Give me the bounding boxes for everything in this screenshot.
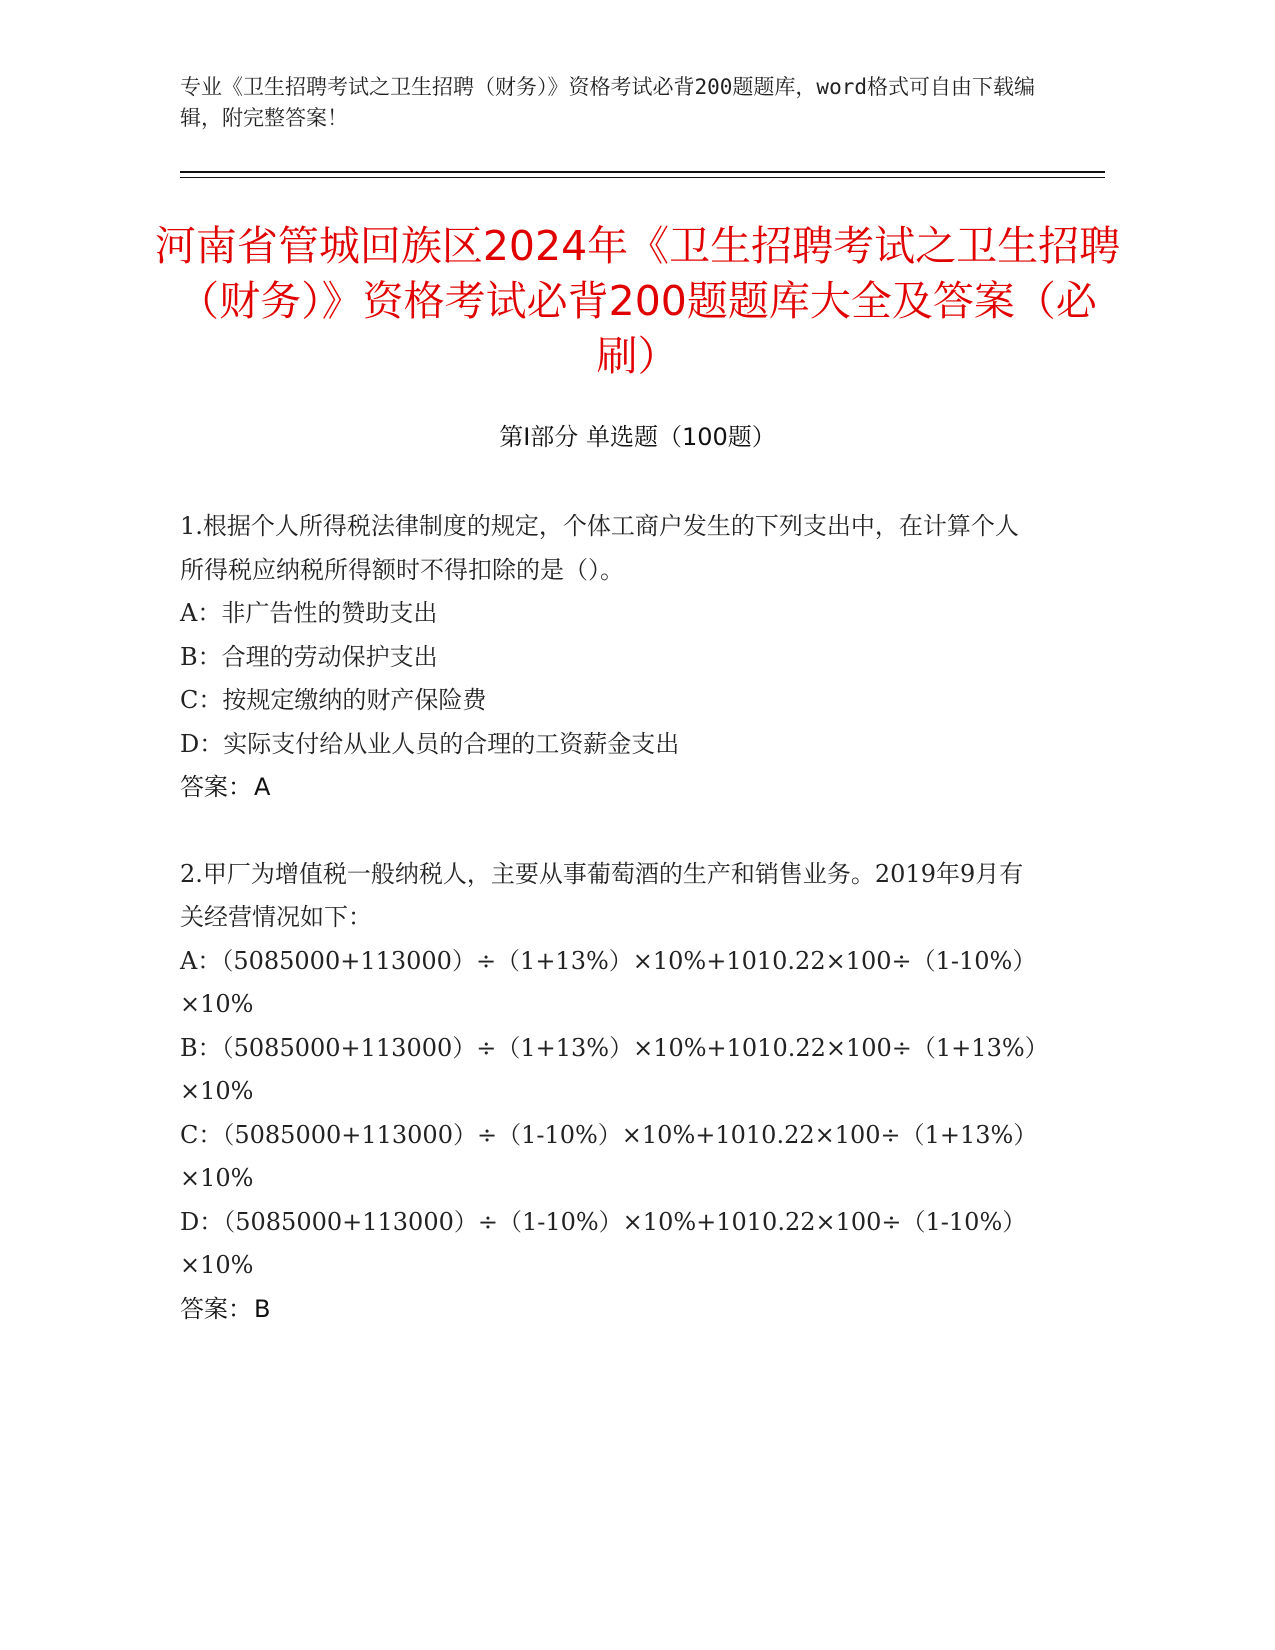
option-b: B：（5085000+113000）÷（1+13%）×10%+1010.22×100÷（1+13%）×10% bbox=[180, 1033, 1037, 1105]
option-a: A：（5085000+113000）÷（1+13%）×10%+1010.22×100÷（1-10%）×10% bbox=[180, 946, 1037, 1018]
option-d: D：实际支付给从业人员的合理的工资薪金支出 bbox=[180, 729, 680, 758]
answer-label: 答案： bbox=[180, 1294, 252, 1323]
question-stem: 1.根据个人所得税法律制度的规定，个体工商户发生的下列支出中，在计算个人所得税应纳税所得额时不得扣除的是（）。 bbox=[180, 512, 1019, 584]
option-d: D：（5085000+113000）÷（1-10%）×10%+1010.22×100÷（1-10%）×10% bbox=[180, 1207, 1027, 1279]
question-list bbox=[180, 505, 1040, 1374]
header-divider-thick bbox=[180, 171, 1105, 173]
question-1 bbox=[180, 505, 1040, 810]
answer-line bbox=[180, 1288, 1040, 1332]
option-b: B：合理的劳动保护支出 bbox=[180, 642, 438, 671]
header-divider-thin bbox=[180, 177, 1105, 178]
option-c: C：按规定缴纳的财产保险费 bbox=[180, 686, 487, 714]
option-a: A：非广告性的赞助支出 bbox=[180, 599, 438, 627]
answer-line bbox=[180, 766, 1040, 810]
answer-value: B bbox=[254, 1294, 271, 1323]
question-stem: 2.甲厂为增值税一般纳税人，主要从事葡萄酒的生产和销售业务。2019年9月有关经营情况如下： bbox=[180, 859, 1024, 931]
answer-label: 答案： bbox=[180, 773, 252, 801]
document-header-note: 专业《卫生招聘考试之卫生招聘（财务）》资格考试必背200题题库，word格式可自由下载编辑，附完整答案！ bbox=[180, 75, 1035, 130]
option-c: C：（5085000+113000）÷（1-10%）×10%+1010.22×100÷（1+13%）×10% bbox=[180, 1120, 1038, 1192]
question-2 bbox=[180, 853, 1040, 1332]
answer-value: A bbox=[254, 773, 271, 801]
section-heading: 第I部分 单选题（100题） bbox=[499, 423, 776, 451]
document-title: 河南省管城回族区2024年《卫生招聘考试之卫生招聘（财务）》资格考试必背200题题库大全及答案（必刷） bbox=[154, 222, 1121, 380]
